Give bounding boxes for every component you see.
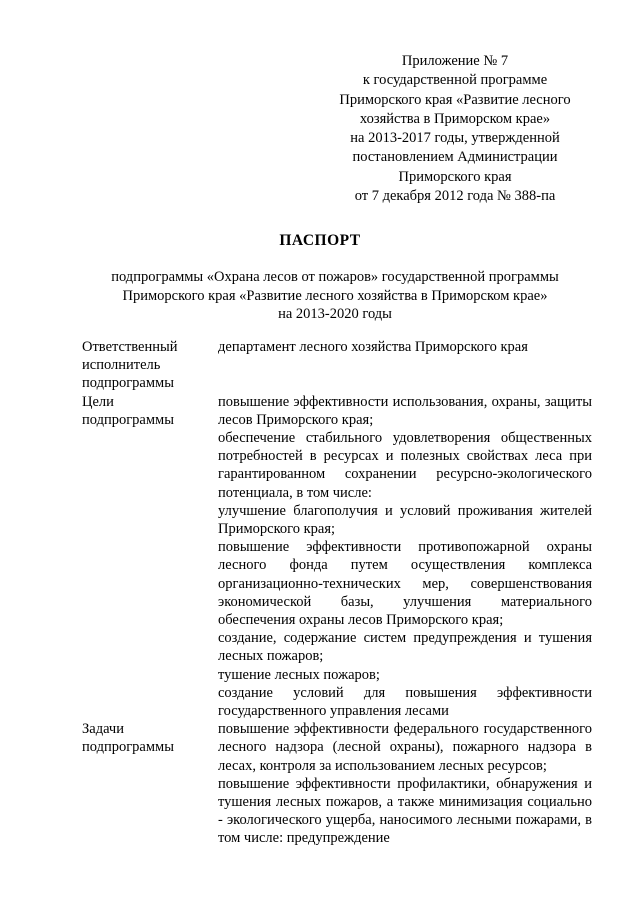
content-paragraph: повышение эффективности использования, охраны, защиты лесов Приморского края; — [218, 393, 592, 428]
appendix-line: Приморского края «Развитие лесного — [339, 91, 571, 108]
subtitle-line: подпрограммы «Охрана лесов от пожаров» государственной программы — [111, 269, 559, 285]
content-paragraph: обеспечение стабильного удовлетворения общественных потребностей в ресурсах и полезных свойствах леса при гарантированном сохранении ресурсно-экологического потенциала, в том числе: — [218, 430, 592, 501]
row-content — [218, 393, 592, 721]
appendix-line: от 7 декабря 2012 года № 388-па — [354, 188, 556, 205]
row-content — [218, 338, 592, 356]
passport-table — [82, 338, 592, 848]
appendix-line: Приморского края — [398, 168, 512, 185]
appendix-line: постановлением Администрации — [352, 149, 558, 166]
content-paragraph: повышение эффективности противопожарной охраны лесного фонда путем осуществления комплекса организационно-технических мер, совершенствования экономической базы, улучшения материального обеспечения охраны лесов Приморского края; — [218, 539, 592, 629]
content-paragraph: повышение эффективности профилактики, обнаружения и тушения лесных пожаров, а также минимизация социально - экологического ущерба, наносимого лесными пожарами, в том числе: предупреждение — [218, 775, 592, 847]
subtitle-line: на 2013-2020 годы — [278, 306, 392, 322]
row-label — [82, 393, 218, 429]
content-paragraph: создание условий для повышения эффективности государственного управления лесами — [218, 684, 592, 720]
appendix-header — [310, 52, 600, 206]
subtitle-line: Приморского края «Развитие лесного хозяйства в Приморском крае» — [122, 287, 548, 304]
appendix-line: к государственной программе — [362, 72, 548, 89]
content-paragraph: повышение эффективности федерального государственного лесного надзора (лесной охраны), пожарного надзора в лесах, контроля за использованием лесных ресурсов; — [218, 721, 592, 774]
content-paragraph: тушение лесных пожаров; — [218, 666, 380, 683]
appendix-line: Приложение № 7 — [401, 53, 509, 69]
passport-row-responsible — [82, 338, 592, 393]
row-label — [82, 338, 218, 393]
row-content — [218, 720, 592, 847]
content-paragraph: создание, содержание систем предупреждения и тушения лесных пожаров; — [218, 630, 592, 665]
document-title: ПАСПОРТ — [279, 232, 361, 249]
label-line: подпрограммы — [82, 375, 174, 392]
content-paragraph: департамент лесного хозяйства Приморского края — [218, 339, 528, 355]
document-subtitle — [70, 268, 600, 324]
appendix-line: на 2013-2017 годы, утвержденной — [350, 130, 560, 147]
passport-row-tasks — [82, 720, 592, 847]
content-paragraph: улучшение благополучия и условий проживания жителей Приморского края; — [218, 502, 592, 538]
passport-row-goals — [82, 393, 592, 721]
label-line: подпрограммы — [82, 411, 174, 428]
appendix-line: хозяйства в Приморском крае» — [359, 110, 551, 127]
label-line: Ответственный — [82, 339, 178, 355]
label-line: исполнитель — [82, 357, 161, 374]
label-line: Цели — [82, 393, 114, 410]
label-line: подпрограммы — [82, 739, 174, 756]
label-line: Задачи — [82, 721, 124, 738]
row-label — [82, 720, 218, 756]
